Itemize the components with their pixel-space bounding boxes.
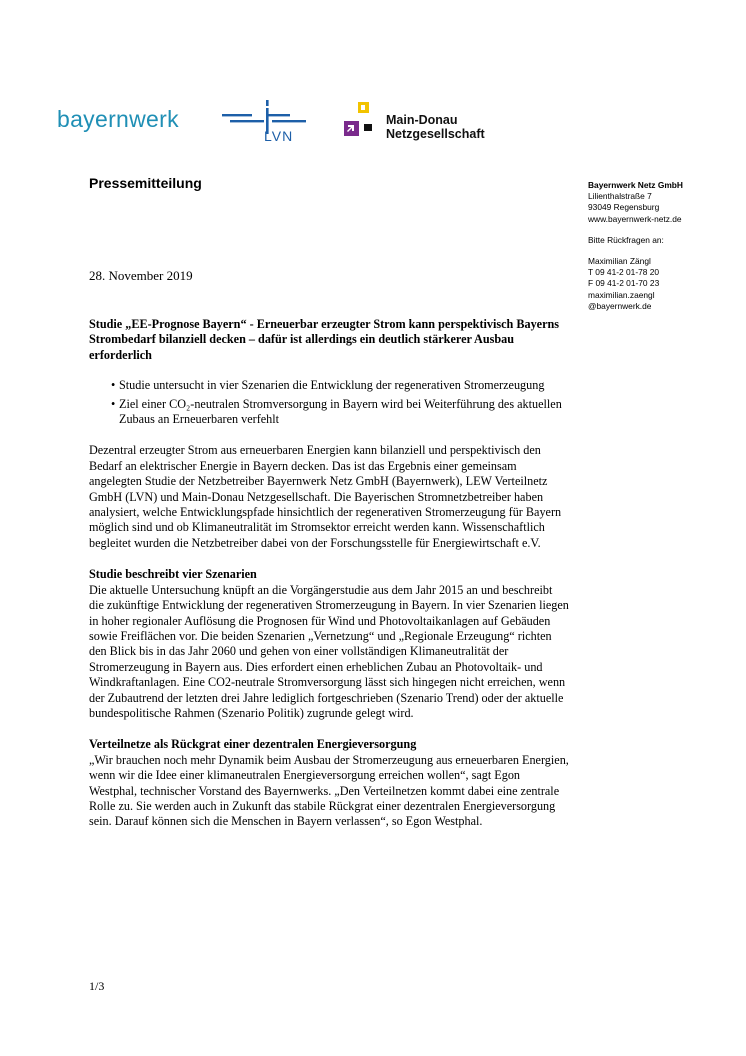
sidebar-email-line2: @bayernwerk.de [588, 300, 652, 311]
section2-body: „Wir brauchen noch mehr Dynamik beim Ausbau der Stromerzeugung aus erneuerbaren Energien, wenn wir die Idee einer klimaneutralen Energieversorgung erreichen wollen“, sagt Egon Westphal, technischer Vorstand des Bayernwerks. „Den Verteilnetzen kommt dabei eine zentrale Rolle zu. Sie werden auch in Zukunft das stabile Rückgrat einer dezentralen Energieversorgung sein. Darauf können sich die Menschen in Bayern verlassen“, so Egon Westphal. [89, 752, 569, 829]
lvn-logo-text: LVN [264, 128, 294, 144]
section1-heading: Studie beschreibt vier Szenarien [89, 567, 257, 582]
sidebar-web: www.bayernwerk-netz.de [588, 213, 682, 224]
bullet-text: Studie untersucht in vier Szenarien die Entwicklung der regenerativen Stromerzeugung [119, 378, 545, 393]
sidebar-fax: F 09 41-2 01-70 23 [588, 278, 660, 289]
headline: Studie „EE-Prognose Bayern“ - Erneuerbar erzeugter Strom kann perspektivisch Bayerns Strombedarf bilanziell decken – dafür ist allerdings ein deutlich stärkerer Ausbau erforderlich [89, 317, 559, 362]
page-number: 1/3 [89, 979, 105, 993]
sidebar-phone: T 09 41-2 01-78 20 [588, 267, 660, 278]
press-date: 28. November 2019 [89, 268, 193, 283]
sidebar-email-line1: maximilian.zaengl [588, 289, 655, 300]
contact-sidebar [588, 180, 738, 312]
sidebar-contact-name: Maximilian Zängl [588, 256, 651, 267]
bayernwerk-logo: bayernwerk [57, 106, 179, 132]
bullet-item [89, 378, 569, 393]
sidebar-company: Bayernwerk Netz GmbH [588, 180, 683, 190]
section2-heading: Verteilnetze als Rückgrat einer dezentralen Energieversorgung [89, 737, 417, 752]
bullet-text: Ziel einer CO₂-neutralen Stromversorgung in Bayern wird bei Weiterführung des aktuellen Zubaus an Erneuerbaren verfehlt [119, 396, 562, 427]
sidebar-city: 93049 Regensburg [588, 202, 660, 213]
main-donau-logo [344, 102, 504, 142]
section1-body: Die aktuelle Untersuchung knüpft an die Vorgängerstudie aus dem Jahr 2015 an und beschreibt die zukünftige Entwicklung der regenerativen Stromerzeugung in Bayern. In vier Szenarien liegen in hoher regionaler Auflösung die Prognosen für Wind und Photovoltaikanlagen auf Gebäuden sowie Freiflächen vor. Die beiden Szenarien „Vernetzung“ und „Regionale Erzeugung“ richten den Blick bis in das Jahr 2060 und gehen von einer vollständigen Klimaneutralität der Stromerzeugung in Bayern aus. Dies erfordert einen erheblichen Zubau an Photovoltaik- und Windkraftanlagen. Eine CO2-neutrale Stromversorgung lässt sich hingegen nicht erreichen, wenn der Zubautrend der letzten drei Jahre lediglich fortgeschrieben (Szenario Trend) oder der aktuelle bundespolitische Rahmen (Szenario Politik) zugrunde gelegt wird. [89, 582, 569, 720]
sidebar-street: Lilienthalstraße 7 [588, 191, 652, 202]
lvn-logo [222, 100, 310, 144]
bullet-dot-icon: • [111, 396, 116, 411]
main-donau-mark-icon [344, 102, 380, 140]
bullet-item [89, 397, 569, 428]
sidebar-inquiries: Bitte Rückfragen an: [588, 234, 664, 245]
main-donau-name-line1: Main-Donau [386, 113, 458, 127]
intro-paragraph: Dezentral erzeugter Strom aus erneuerbaren Energien kann bilanziell und perspektivisch den Bedarf an elektrischer Energie in Bayern decken. Das ist das Ergebnis einer gemeinsam angelegten Studie der Netzbetreiber Bayernwerk Netz GmbH (Bayernwerk), LEW Verteilnetz GmbH (LVN) und Main-Donau Netzgesellschaft. Die Bayerischen Stromnetzbetreiber haben analysiert, welche Entwicklungspfade hinsichtlich der regenerativen Stromerzeugung für Bayern möglich sind und ob Klimaneutralität im Stromsektor erreicht werden kann. Wissenschaftlich begleitet wurden die Netzbetreiber dabei von der Forschungsstelle für Energiewirtschaft e.V. [89, 443, 562, 550]
summary-bullets [89, 378, 569, 427]
document-type-heading: Pressemitteilung [89, 175, 202, 191]
main-content [89, 317, 569, 830]
bullet-dot-icon: • [111, 378, 116, 393]
main-donau-name-line2: Netzgesellschaft [386, 127, 485, 141]
